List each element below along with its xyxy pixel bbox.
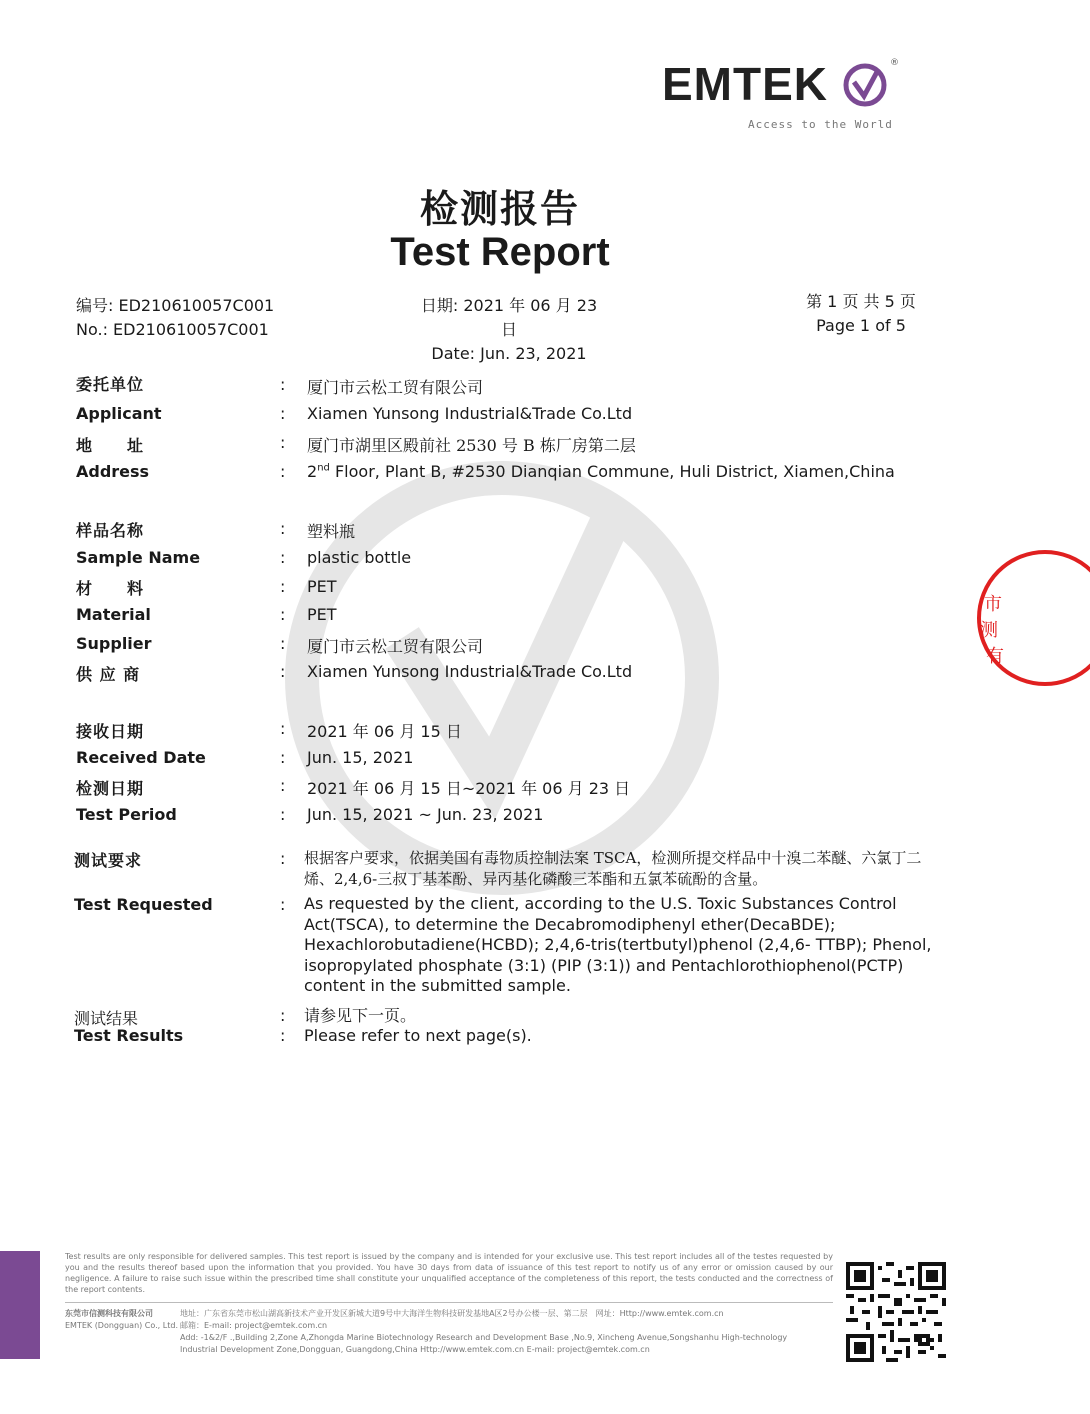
colon: : — [280, 605, 286, 624]
colon: : — [280, 1006, 286, 1025]
address-cn-value: 厦门市湖里区殿前社 2530 号 B 栋厂房第二层 — [307, 436, 636, 455]
supplier-cn-label: 供 应 商 — [76, 665, 141, 684]
checkmark-circle-icon — [842, 62, 888, 108]
report-date-cn: 日期: 2021 年 06 月 23 日 — [420, 296, 598, 339]
colon: : — [280, 462, 286, 481]
received-label: Received Date — [76, 748, 206, 767]
received-cn-value: 2021 年 06 月 15 日 — [307, 722, 462, 741]
footer-accent-bar — [0, 1251, 40, 1359]
period-label: Test Period — [76, 805, 177, 824]
applicant-cn-value: 厦门市云松工贸有限公司 — [307, 378, 484, 397]
colon: : — [280, 748, 286, 767]
colon: : — [280, 634, 286, 653]
requested-value: As requested by the client, according to the U.S. Toxic Substances Control Act(TSCA), to determine the Decabromodiphenyl ether(DecaBDE); Hexachlorobutadiene(HCBD); 2,4,6-tris(tertbutyl)phenol (2,4,6- TTBP); Phenol, isopropylated phosphate (3:1) (PIP (3:1)) and Pentachlorothiophenol(PCTP) content in the submitted sample. — [304, 894, 932, 995]
footer-disclaimer: Test results are only responsible for delivered samples. This test report is issued by the company and is intended for your exclusive use. This test report includes all of the testes requested by you and the results thereof based upon the information that you provided. You have 30 days from data of issuance of this test report to notify us of any error or omission caused by our negligence. A failure to raise such issue within the prescribed time shall constitute your unqualified acceptance of the completeness of this report, the tests conducted and the correctness of the report contents. — [65, 1252, 833, 1294]
colon: : — [280, 776, 286, 795]
period-cn-value: 2021 年 06 月 15 日~2021 年 06 月 23 日 — [307, 779, 631, 798]
colon: : — [280, 375, 286, 394]
supplier-value: 厦门市云松工贸有限公司 — [307, 637, 484, 656]
requested-label: Test Requested — [74, 895, 213, 914]
applicant-label: Applicant — [76, 404, 162, 423]
results-cn-label: 测试结果 — [74, 1009, 139, 1028]
address-value — [307, 462, 895, 481]
results-cn-value: 请参见下一页。 — [304, 1006, 417, 1025]
colon: : — [280, 719, 286, 738]
footer-address-en-2: Industrial Development Zone,Dongguan, Guangdong,China Http://www.emtek.com.cn E-mail: project@emtek.com.cn — [180, 1345, 650, 1354]
colon: : — [280, 849, 286, 868]
report-number-en: No.: ED210610057C001 — [76, 320, 269, 339]
applicant-value: Xiamen Yunsong Industrial&Trade Co.Ltd — [307, 404, 633, 423]
period-cn-label: 检测日期 — [76, 779, 145, 798]
footer-address-cn: 地址：广东省东莞市松山湖高新技术产业开发区新城大道9号中大海洋生物科技研发基地A区2号办公楼一层、第二层 网址：Http://www.emtek.com.cn — [180, 1309, 724, 1318]
emtek-logo — [662, 58, 902, 138]
title-chinese: 检测报告 — [419, 186, 580, 231]
page-indicator — [800, 290, 922, 338]
sample-label: Sample Name — [76, 548, 201, 567]
page-indicator-en: Page 1 of 5 — [816, 316, 906, 335]
footer-address-en-1: Add: -1&2/F .,Building 2,Zone A,Zhongda Marine Biotechnology Research and Development Base ,No.9, Xincheng Avenue,Songshanhu High-technology — [180, 1333, 788, 1342]
address-floor: 2 — [307, 462, 318, 481]
colon: : — [280, 548, 286, 567]
report-date — [414, 294, 604, 366]
colon: : — [280, 433, 286, 452]
material-value: PET — [307, 605, 337, 624]
material-cn-label: 材 料 — [76, 579, 145, 598]
svg-text:测: 测 — [980, 620, 998, 641]
footer-divider — [65, 1302, 833, 1303]
logo-tagline: Access to the World — [748, 118, 893, 131]
footer-company — [65, 1308, 178, 1332]
footer-company-cn: 东莞市信测科技有限公司 — [65, 1309, 153, 1318]
material-cn-value: PET — [307, 577, 337, 596]
applicant-cn-label: 委托单位 — [76, 375, 145, 394]
colon: : — [280, 805, 286, 824]
address-cn-label: 地 址 — [76, 436, 145, 455]
svg-text:市: 市 — [984, 594, 1002, 615]
requested-cn-label: 测试要求 — [74, 851, 143, 870]
address-floor-suffix: nd — [317, 462, 330, 474]
report-date-en: Date: Jun. 23, 2021 — [431, 344, 587, 363]
svg-text:有: 有 — [986, 646, 1004, 667]
page-indicator-cn: 第 1 页 共 5 页 — [806, 292, 916, 311]
colon: : — [280, 519, 286, 538]
qr-code — [846, 1262, 946, 1362]
supplier-label: Supplier — [76, 634, 152, 653]
colon: : — [280, 895, 286, 914]
colon: : — [280, 404, 286, 423]
sample-value: plastic bottle — [307, 548, 412, 567]
results-label: Test Results — [74, 1026, 184, 1045]
logo-wordmark: EMTEK — [662, 58, 828, 110]
report-number — [76, 294, 274, 342]
footer-address — [180, 1308, 830, 1356]
requested-cn-value: 根据客户要求，依据美国有毒物质控制法案 TSCA，检测所提交样品中十溴二苯醚、六氯丁二烯、2,4,6-三叔丁基苯酚、异丙基化磷酸三苯酯和五氯苯硫酚的含量。 — [304, 849, 922, 888]
footer-email-cn: 邮箱：E-mail: project@emtek.com.cn — [180, 1321, 328, 1330]
title-english: Test Report — [390, 230, 610, 274]
colon: : — [280, 1026, 286, 1045]
official-stamp — [970, 548, 1090, 688]
results-value: Please refer to next page(s). — [304, 1026, 532, 1045]
address-rest: Floor, Plant B, #2530 Dianqian Commune, Huli District, Xiamen,China — [329, 462, 895, 481]
sample-cn-value: 塑料瓶 — [307, 522, 356, 541]
supplier-cn-value: Xiamen Yunsong Industrial&Trade Co.Ltd — [307, 662, 633, 681]
registered-mark: ® — [890, 58, 899, 68]
colon: : — [280, 577, 286, 596]
received-value: Jun. 15, 2021 — [307, 748, 414, 767]
sample-cn-label: 样品名称 — [76, 521, 145, 540]
period-value: Jun. 15, 2021 ~ Jun. 23, 2021 — [307, 805, 544, 824]
report-number-cn: 编号: ED210610057C001 — [76, 296, 275, 315]
received-cn-label: 接收日期 — [76, 722, 145, 741]
colon: : — [280, 662, 286, 681]
footer-company-en: EMTEK (Dongguan) Co., Ltd. — [65, 1321, 178, 1330]
address-label: Address — [76, 462, 150, 481]
material-label: Material — [76, 605, 151, 624]
